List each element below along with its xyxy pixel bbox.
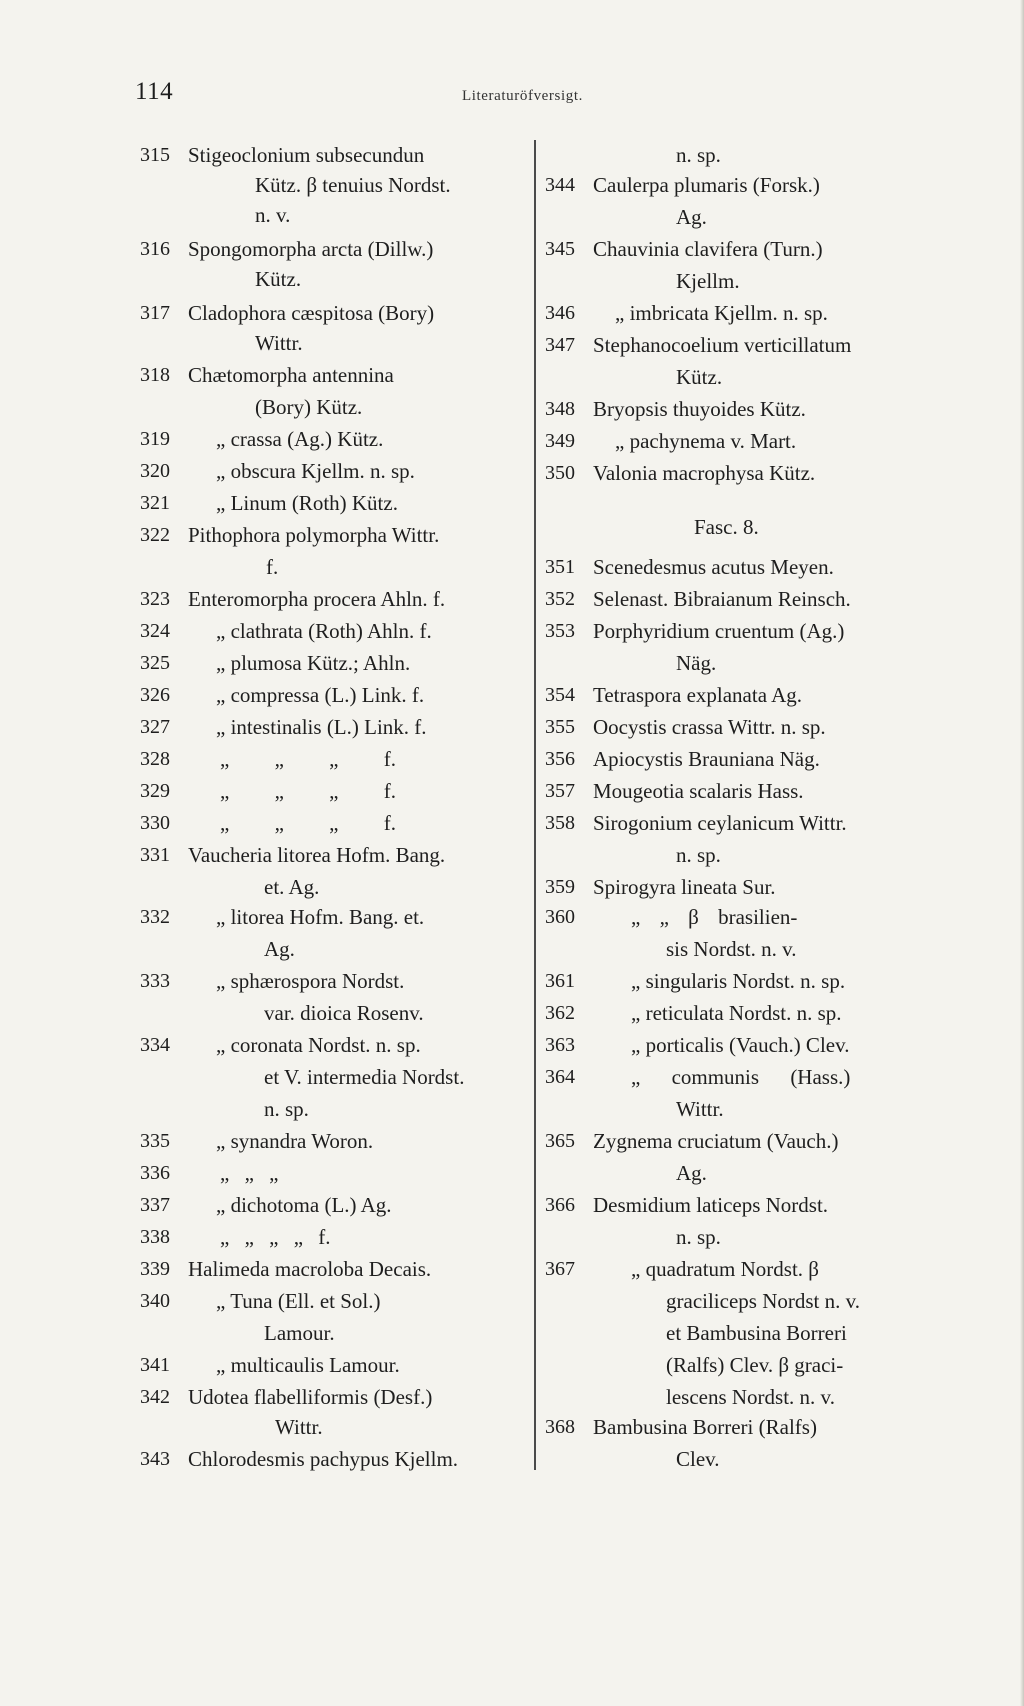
entry-number: 366 — [545, 1194, 575, 1216]
list-item — [545, 1190, 935, 1220]
entry-number: 319 — [140, 428, 170, 450]
entry-number: 330 — [140, 812, 170, 834]
entry-number: 356 — [545, 748, 575, 770]
entry-text: Stigeoclonium subsecundun — [188, 143, 425, 167]
entry-number: 318 — [140, 364, 170, 386]
entry-continuation: Wittr. — [255, 331, 303, 355]
entry-text: „ litorea Hofm. Bang. et. — [216, 905, 425, 929]
entry-text: Enteromorpha procera Ahln. f. — [188, 587, 446, 611]
list-item — [545, 458, 935, 488]
entry-number: 336 — [140, 1162, 170, 1184]
entry-continuation: et V. intermedia Nordst. — [264, 1065, 465, 1089]
entry-text: Mougeotia scalaris Hass. — [593, 779, 804, 803]
entry-text: „ quadratum Nordst. β — [631, 1257, 819, 1281]
entry-number: 351 — [545, 556, 575, 578]
entry-number: 321 — [140, 492, 170, 514]
entry-number: 350 — [545, 462, 575, 484]
list-item — [545, 426, 935, 456]
entry-number: 322 — [140, 524, 170, 546]
entry-number: 363 — [545, 1034, 575, 1056]
entry-text: Oocystis crassa Wittr. n. sp. — [593, 715, 826, 739]
entry-number: 347 — [545, 334, 575, 356]
list-item — [140, 234, 530, 264]
list-item — [140, 648, 530, 678]
entry-number: 349 — [545, 430, 575, 452]
entry-number: 316 — [140, 238, 170, 260]
entry-number: 352 — [545, 588, 575, 610]
list-item — [140, 902, 530, 932]
entry-text: Zygnema cruciatum (Vauch.) — [593, 1129, 839, 1153]
entry-number: 334 — [140, 1034, 170, 1056]
entry-number: 354 — [545, 684, 575, 706]
entry-continuation: f. — [266, 555, 279, 579]
entry-number: 324 — [140, 620, 170, 642]
entry-number: 333 — [140, 970, 170, 992]
entry-continuation: Lamour. — [264, 1321, 335, 1345]
entry-number: 343 — [140, 1448, 170, 1470]
list-item — [140, 966, 530, 996]
entry-continuation: (Ralfs) Clev. β graci- — [666, 1353, 844, 1377]
entry-continuation: et. Ag. — [264, 875, 320, 899]
entry-text: „ communis (Hass.) — [631, 1065, 851, 1089]
list-item — [545, 1126, 935, 1156]
entry-text: „ intestinalis (L.) Link. f. — [216, 715, 427, 739]
list-item — [545, 170, 935, 200]
entry-text: Apiocystis Brauniana Näg. — [593, 747, 820, 771]
list-item — [140, 1444, 530, 1474]
entry-continuation: Ag. — [264, 937, 295, 961]
entry-text: Selenast. Bibraianum Reinsch. — [593, 587, 851, 611]
entry-text: „ crassa (Ag.) Kütz. — [216, 427, 384, 451]
entry-number: 346 — [545, 302, 575, 324]
list-item — [140, 298, 530, 328]
page-header — [0, 78, 1024, 118]
list-item — [545, 998, 935, 1028]
entry-continuation: et Bambusina Borreri — [666, 1321, 847, 1345]
entry-number: 341 — [140, 1354, 170, 1376]
list-item — [545, 776, 935, 806]
entry-text: Spongomorpha arcta (Dillw.) — [188, 237, 434, 261]
entry-text: „ obscura Kjellm. n. sp. — [216, 459, 415, 483]
entry-text: Cladophora cæspitosa (Bory) — [188, 301, 435, 325]
entry-number: 353 — [545, 620, 575, 642]
list-item — [545, 966, 935, 996]
list-item — [140, 1222, 530, 1252]
entry-text: „ reticulata Nordst. n. sp. — [631, 1001, 842, 1025]
entry-number: 339 — [140, 1258, 170, 1280]
entry-text: „ imbricata Kjellm. n. sp. — [615, 301, 828, 325]
entry-text: Halimeda macroloba Decais. — [188, 1257, 432, 1281]
entry-number: 331 — [140, 844, 170, 866]
running-title: Literaturöfversigt. — [462, 88, 583, 104]
entry-continuation: Näg. — [676, 651, 717, 675]
entry-text: „ dichotoma (L.) Ag. — [216, 1193, 392, 1217]
entry-text: Valonia macrophysa Kütz. — [593, 461, 816, 485]
entry-continuation: Kütz. — [676, 365, 723, 389]
entry-text: Chætomorpha antennina — [188, 363, 394, 387]
list-item — [545, 712, 935, 742]
entry-continuation: Wittr. — [676, 1097, 724, 1121]
entry-text: „ synandra Woron. — [216, 1129, 374, 1153]
entry-text: „ porticalis (Vauch.) Clev. — [631, 1033, 850, 1057]
list-item — [140, 1254, 530, 1284]
entry-number: 362 — [545, 1002, 575, 1024]
entry-number: 332 — [140, 906, 170, 928]
entry-continuation: Ag. — [676, 205, 707, 229]
entry-text: „ „ β brasilien- — [631, 905, 798, 929]
list-item — [545, 1030, 935, 1060]
list-item — [545, 616, 935, 646]
entry-number: 338 — [140, 1226, 170, 1248]
list-item — [140, 1350, 530, 1380]
entry-text: „ „ „ f. — [220, 779, 396, 803]
list-item — [140, 616, 530, 646]
entry-text: „ clathrata (Roth) Ahln. f. — [216, 619, 432, 643]
list-item — [140, 1190, 530, 1220]
list-item — [140, 840, 530, 870]
entry-number: 368 — [545, 1416, 575, 1438]
entry-text: „ „ „ — [220, 1161, 279, 1185]
entry-continuation: Kütz. — [255, 267, 302, 291]
entry-number: 323 — [140, 588, 170, 610]
list-item — [140, 1158, 530, 1188]
list-item — [140, 1126, 530, 1156]
entry-continuation: n. sp. — [264, 1097, 309, 1121]
entry-number: 328 — [140, 748, 170, 770]
entry-number: 358 — [545, 812, 575, 834]
entry-text: „ sphærospora Nordst. — [216, 969, 405, 993]
page-edge-shadow — [1020, 0, 1024, 1706]
list-item — [545, 584, 935, 614]
entry-text: Scenedesmus acutus Meyen. — [593, 555, 834, 579]
entry-text: „ plumosa Kütz.; Ahln. — [216, 651, 411, 675]
entry-continuation: Wittr. — [275, 1415, 323, 1439]
entry-continuation: var. dioica Rosenv. — [264, 1001, 424, 1025]
entry-text: Tetraspora explanata Ag. — [593, 683, 803, 707]
entry-number: 359 — [545, 876, 575, 898]
entry-text: „ pachynema v. Mart. — [615, 429, 797, 453]
entry-continuation: Kütz. β tenuius Nordst. — [255, 173, 451, 197]
entry-continuation: n. sp. — [676, 143, 721, 167]
entry-text: Udotea flabelliformis (Desf.) — [188, 1385, 433, 1409]
entry-continuation: n. sp. — [676, 1225, 721, 1249]
entry-number: 344 — [545, 174, 575, 196]
entry-number: 315 — [140, 144, 170, 166]
entry-text: „ coronata Nordst. n. sp. — [216, 1033, 421, 1057]
entry-continuation: (Bory) Kütz. — [255, 395, 363, 419]
entry-number: 335 — [140, 1130, 170, 1152]
list-item — [545, 808, 935, 838]
entry-number: 360 — [545, 906, 575, 928]
list-item — [545, 394, 935, 424]
list-item — [140, 488, 530, 518]
list-item — [545, 744, 935, 774]
entry-text: Stephanocoelium verticillatum — [593, 333, 852, 357]
entry-text: Chlorodesmis pachypus Kjellm. — [188, 1447, 459, 1471]
entry-text: Vaucheria litorea Hofm. Bang. — [188, 843, 446, 867]
list-item — [545, 1254, 935, 1284]
list-item — [545, 872, 935, 902]
entry-continuation: n. sp. — [676, 843, 721, 867]
entry-number: 357 — [545, 780, 575, 802]
entry-number: 327 — [140, 716, 170, 738]
column-divider — [534, 140, 536, 1470]
entry-text: Porphyridium cruentum (Ag.) — [593, 619, 845, 643]
list-item — [140, 680, 530, 710]
entry-text: „ multicaulis Lamour. — [216, 1353, 400, 1377]
entry-continuation: Kjellm. — [676, 269, 740, 293]
list-item — [545, 552, 935, 582]
entry-number: 361 — [545, 970, 575, 992]
entry-number: 367 — [545, 1258, 575, 1280]
entry-text: Bryopsis thuyoides Kütz. — [593, 397, 806, 421]
entry-continuation: n. v. — [255, 203, 291, 227]
list-item — [140, 520, 530, 550]
entry-text: „ compressa (L.) Link. f. — [216, 683, 425, 707]
list-item — [140, 1286, 530, 1316]
entry-number: 342 — [140, 1386, 170, 1408]
entry-number: 325 — [140, 652, 170, 674]
entry-text: Chauvinia clavifera (Turn.) — [593, 237, 823, 261]
list-item — [140, 712, 530, 742]
entry-text: „ Linum (Roth) Kütz. — [216, 491, 398, 515]
entry-number: 345 — [545, 238, 575, 260]
entry-number: 365 — [545, 1130, 575, 1152]
entry-continuation: graciliceps Nordst n. v. — [666, 1289, 861, 1313]
list-item — [140, 456, 530, 486]
entry-number: 355 — [545, 716, 575, 738]
entry-text: „ „ „ „ f. — [220, 1225, 331, 1249]
entry-number: 337 — [140, 1194, 170, 1216]
entry-continuation: lescens Nordst. n. v. — [666, 1385, 835, 1409]
section-heading: Fasc. 8. — [694, 515, 759, 539]
list-item — [140, 140, 530, 170]
entry-text: Bambusina Borreri (Ralfs) — [593, 1415, 817, 1439]
entry-continuation: Clev. — [676, 1447, 720, 1471]
list-item — [545, 902, 935, 932]
list-item — [140, 776, 530, 806]
entry-text: Desmidium laticeps Nordst. — [593, 1193, 829, 1217]
list-item — [140, 1030, 530, 1060]
list-item — [140, 744, 530, 774]
entry-text: „ „ „ f. — [220, 811, 396, 835]
list-item — [545, 234, 935, 264]
entry-number: 329 — [140, 780, 170, 802]
list-item — [545, 298, 935, 328]
entry-text: Spirogyra lineata Sur. — [593, 875, 776, 899]
entry-number: 340 — [140, 1290, 170, 1312]
entry-text: „ singularis Nordst. n. sp. — [631, 969, 846, 993]
list-item — [140, 808, 530, 838]
entry-text: „ „ „ f. — [220, 747, 396, 771]
list-item — [545, 1412, 935, 1442]
entry-number: 320 — [140, 460, 170, 482]
entry-number: 364 — [545, 1066, 575, 1088]
entry-text: Pithophora polymorpha Wittr. — [188, 523, 440, 547]
list-item — [140, 1382, 530, 1412]
entry-text: Sirogonium ceylanicum Wittr. — [593, 811, 847, 835]
list-item — [545, 680, 935, 710]
page-number: 114 — [135, 78, 174, 105]
entry-text: „ Tuna (Ell. et Sol.) — [216, 1289, 381, 1313]
list-item — [545, 330, 935, 360]
entry-number: 326 — [140, 684, 170, 706]
list-item — [140, 360, 530, 390]
list-item — [140, 424, 530, 454]
entry-continuation: Ag. — [676, 1161, 707, 1185]
list-item — [545, 1062, 935, 1092]
entry-text: Caulerpa plumaris (Forsk.) — [593, 173, 820, 197]
entry-continuation: sis Nordst. n. v. — [666, 937, 797, 961]
list-item — [140, 584, 530, 614]
entry-number: 348 — [545, 398, 575, 420]
entry-number: 317 — [140, 302, 170, 324]
